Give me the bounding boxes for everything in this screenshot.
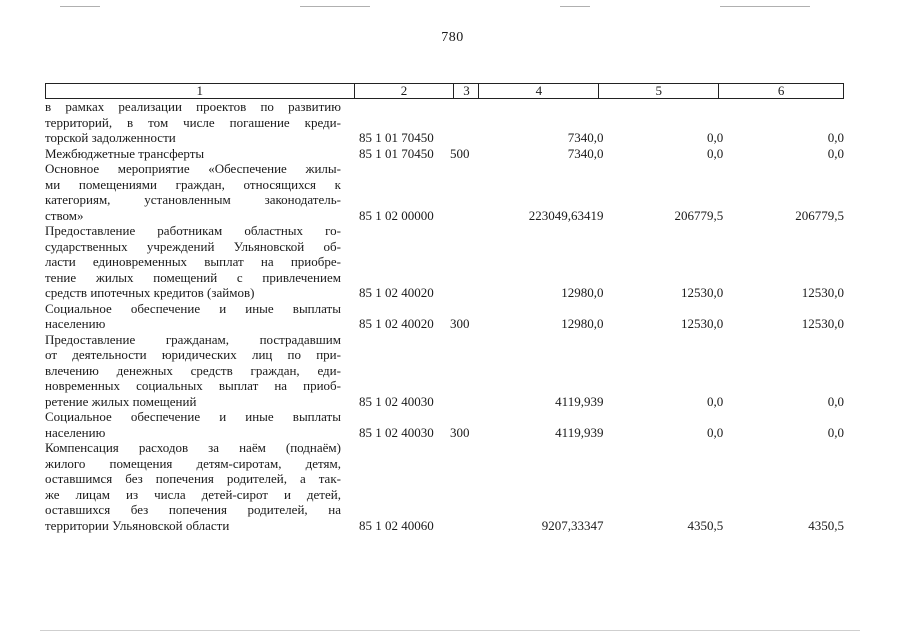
row-code: 85 1 02 40030 — [358, 393, 434, 409]
row-name — [45, 146, 347, 162]
row-name-line: территории Ульяновской области — [45, 517, 230, 533]
row-value-col6: 0,0 — [827, 393, 844, 409]
table-row — [45, 409, 844, 440]
scan-speck — [300, 6, 370, 7]
row-name-line: сударственных учреждений Ульяновской об- — [45, 238, 341, 254]
table-body — [45, 99, 844, 533]
row-name-line: жилого помещения детям-сиротам, детям, — [45, 455, 341, 471]
column-header-5: 5 — [599, 84, 719, 98]
row-value-col5: 12530,0 — [680, 285, 724, 300]
row-code: 85 1 01 70450 — [358, 145, 434, 161]
row-name-line: Межбюджетные трансферты — [45, 145, 205, 161]
row-name-line: оставшимся без попечения родителей, а так- — [45, 471, 341, 486]
row-value-col5: 0,0 — [706, 424, 724, 440]
row-value-col6: 12530,0 — [801, 316, 844, 331]
row-value-col6: 12530,0 — [801, 285, 844, 300]
row-value-col5: 206779,5 — [674, 207, 724, 223]
row-name-line: в рамках реализации проектов по развитию — [45, 99, 341, 114]
row-expense-type: 300 — [450, 316, 470, 331]
row-value-col4: 4119,939 — [555, 393, 604, 409]
row-name-line: оставшихся без попечения родителей, на — [45, 502, 341, 517]
row-name-line: влечению денежных средств граждан, еди- — [45, 362, 341, 378]
table-row — [45, 99, 844, 146]
row-value-col6: 0,0 — [827, 130, 844, 145]
row-name — [45, 161, 347, 223]
column-header-3: 3 — [454, 84, 479, 98]
row-name — [45, 99, 347, 146]
row-code: 85 1 02 40060 — [358, 517, 434, 533]
scan-speck — [60, 6, 100, 7]
row-name-line: ретение жилых помещений — [45, 393, 197, 409]
row-name-line: ми помещениями граждан, относящихся к — [45, 176, 341, 192]
row-name-line: тение жилых помещений с привлечением — [45, 269, 341, 285]
row-value-col4: 223049,63419 — [528, 207, 604, 223]
row-name-line: Социальное обеспечение и иные выплаты — [45, 409, 341, 424]
table-row — [45, 301, 844, 332]
row-value-col6: 0,0 — [827, 145, 844, 161]
table-row — [45, 161, 844, 223]
row-name-line: Компенсация расходов за наём (поднаём) — [45, 440, 341, 455]
row-name-line: Предоставление гражданам, пострадавшим — [45, 331, 341, 347]
row-name-line: торской задолженности — [45, 130, 176, 145]
row-name-line: населению — [45, 316, 106, 331]
row-name-line: ством» — [45, 207, 84, 223]
row-name-line: территорий, в том числе погашение креди- — [45, 114, 341, 130]
table-row — [45, 223, 844, 301]
row-code: 85 1 02 40020 — [358, 316, 434, 331]
row-name-line: категориям, установленным законодатель- — [45, 192, 341, 207]
scan-speck — [720, 6, 810, 7]
table-header — [45, 83, 844, 99]
row-name — [45, 332, 347, 410]
row-value-col4: 7340,0 — [567, 130, 604, 145]
column-header-6: 6 — [719, 84, 844, 98]
row-code: 85 1 02 00000 — [358, 207, 434, 223]
scan-speck — [560, 6, 590, 7]
row-name-line: же лицам из числа детей-сирот и детей, — [45, 486, 341, 502]
row-value-col4: 7340,0 — [567, 145, 604, 161]
row-value-col5: 0,0 — [706, 130, 724, 145]
row-code: 85 1 02 40030 — [358, 424, 434, 440]
row-code: 85 1 01 70450 — [358, 130, 434, 145]
scan-speck — [40, 630, 860, 631]
table-row — [45, 146, 844, 162]
row-expense-type: 500 — [450, 145, 470, 161]
row-name-line: новременных социальных выплат на приоб- — [45, 378, 341, 393]
row-value-col4: 12980,0 — [561, 285, 604, 300]
row-name-line: населению — [45, 424, 106, 440]
column-header-4: 4 — [479, 84, 599, 98]
row-value-col6: 206779,5 — [795, 207, 844, 223]
row-value-col5: 0,0 — [706, 145, 724, 161]
row-name-line: ласти единовременных выплат на приобре- — [45, 254, 341, 269]
row-value-col4: 4119,939 — [555, 424, 604, 440]
row-name — [45, 301, 347, 332]
row-value-col6: 4350,5 — [808, 517, 844, 533]
row-code: 85 1 02 40020 — [358, 285, 434, 300]
row-value-col6: 0,0 — [827, 424, 844, 440]
row-expense-type: 300 — [450, 424, 470, 440]
row-name-line: Предоставление работникам областных го- — [45, 223, 341, 238]
row-name — [45, 440, 347, 533]
page-number: 780 — [441, 30, 464, 45]
table-row — [45, 440, 844, 533]
row-name — [45, 223, 347, 301]
row-value-col4: 9207,33347 — [541, 517, 604, 533]
row-value-col4: 12980,0 — [561, 316, 604, 331]
row-name-line: Основное мероприятие «Обеспечение жилы- — [45, 161, 341, 176]
row-name-line: от деятельности юридических лиц по при- — [45, 347, 341, 362]
row-name-line: Социальное обеспечение и иные выплаты — [45, 300, 341, 316]
budget-table — [45, 83, 844, 533]
table-row — [45, 332, 844, 410]
row-value-col5: 4350,5 — [687, 517, 724, 533]
row-value-col5: 0,0 — [706, 393, 724, 409]
row-name — [45, 409, 347, 440]
column-header-2: 2 — [355, 84, 455, 98]
row-name-line: средств ипотечных кредитов (займов) — [45, 285, 255, 300]
column-header-1: 1 — [46, 84, 355, 98]
row-value-col5: 12530,0 — [680, 316, 724, 331]
